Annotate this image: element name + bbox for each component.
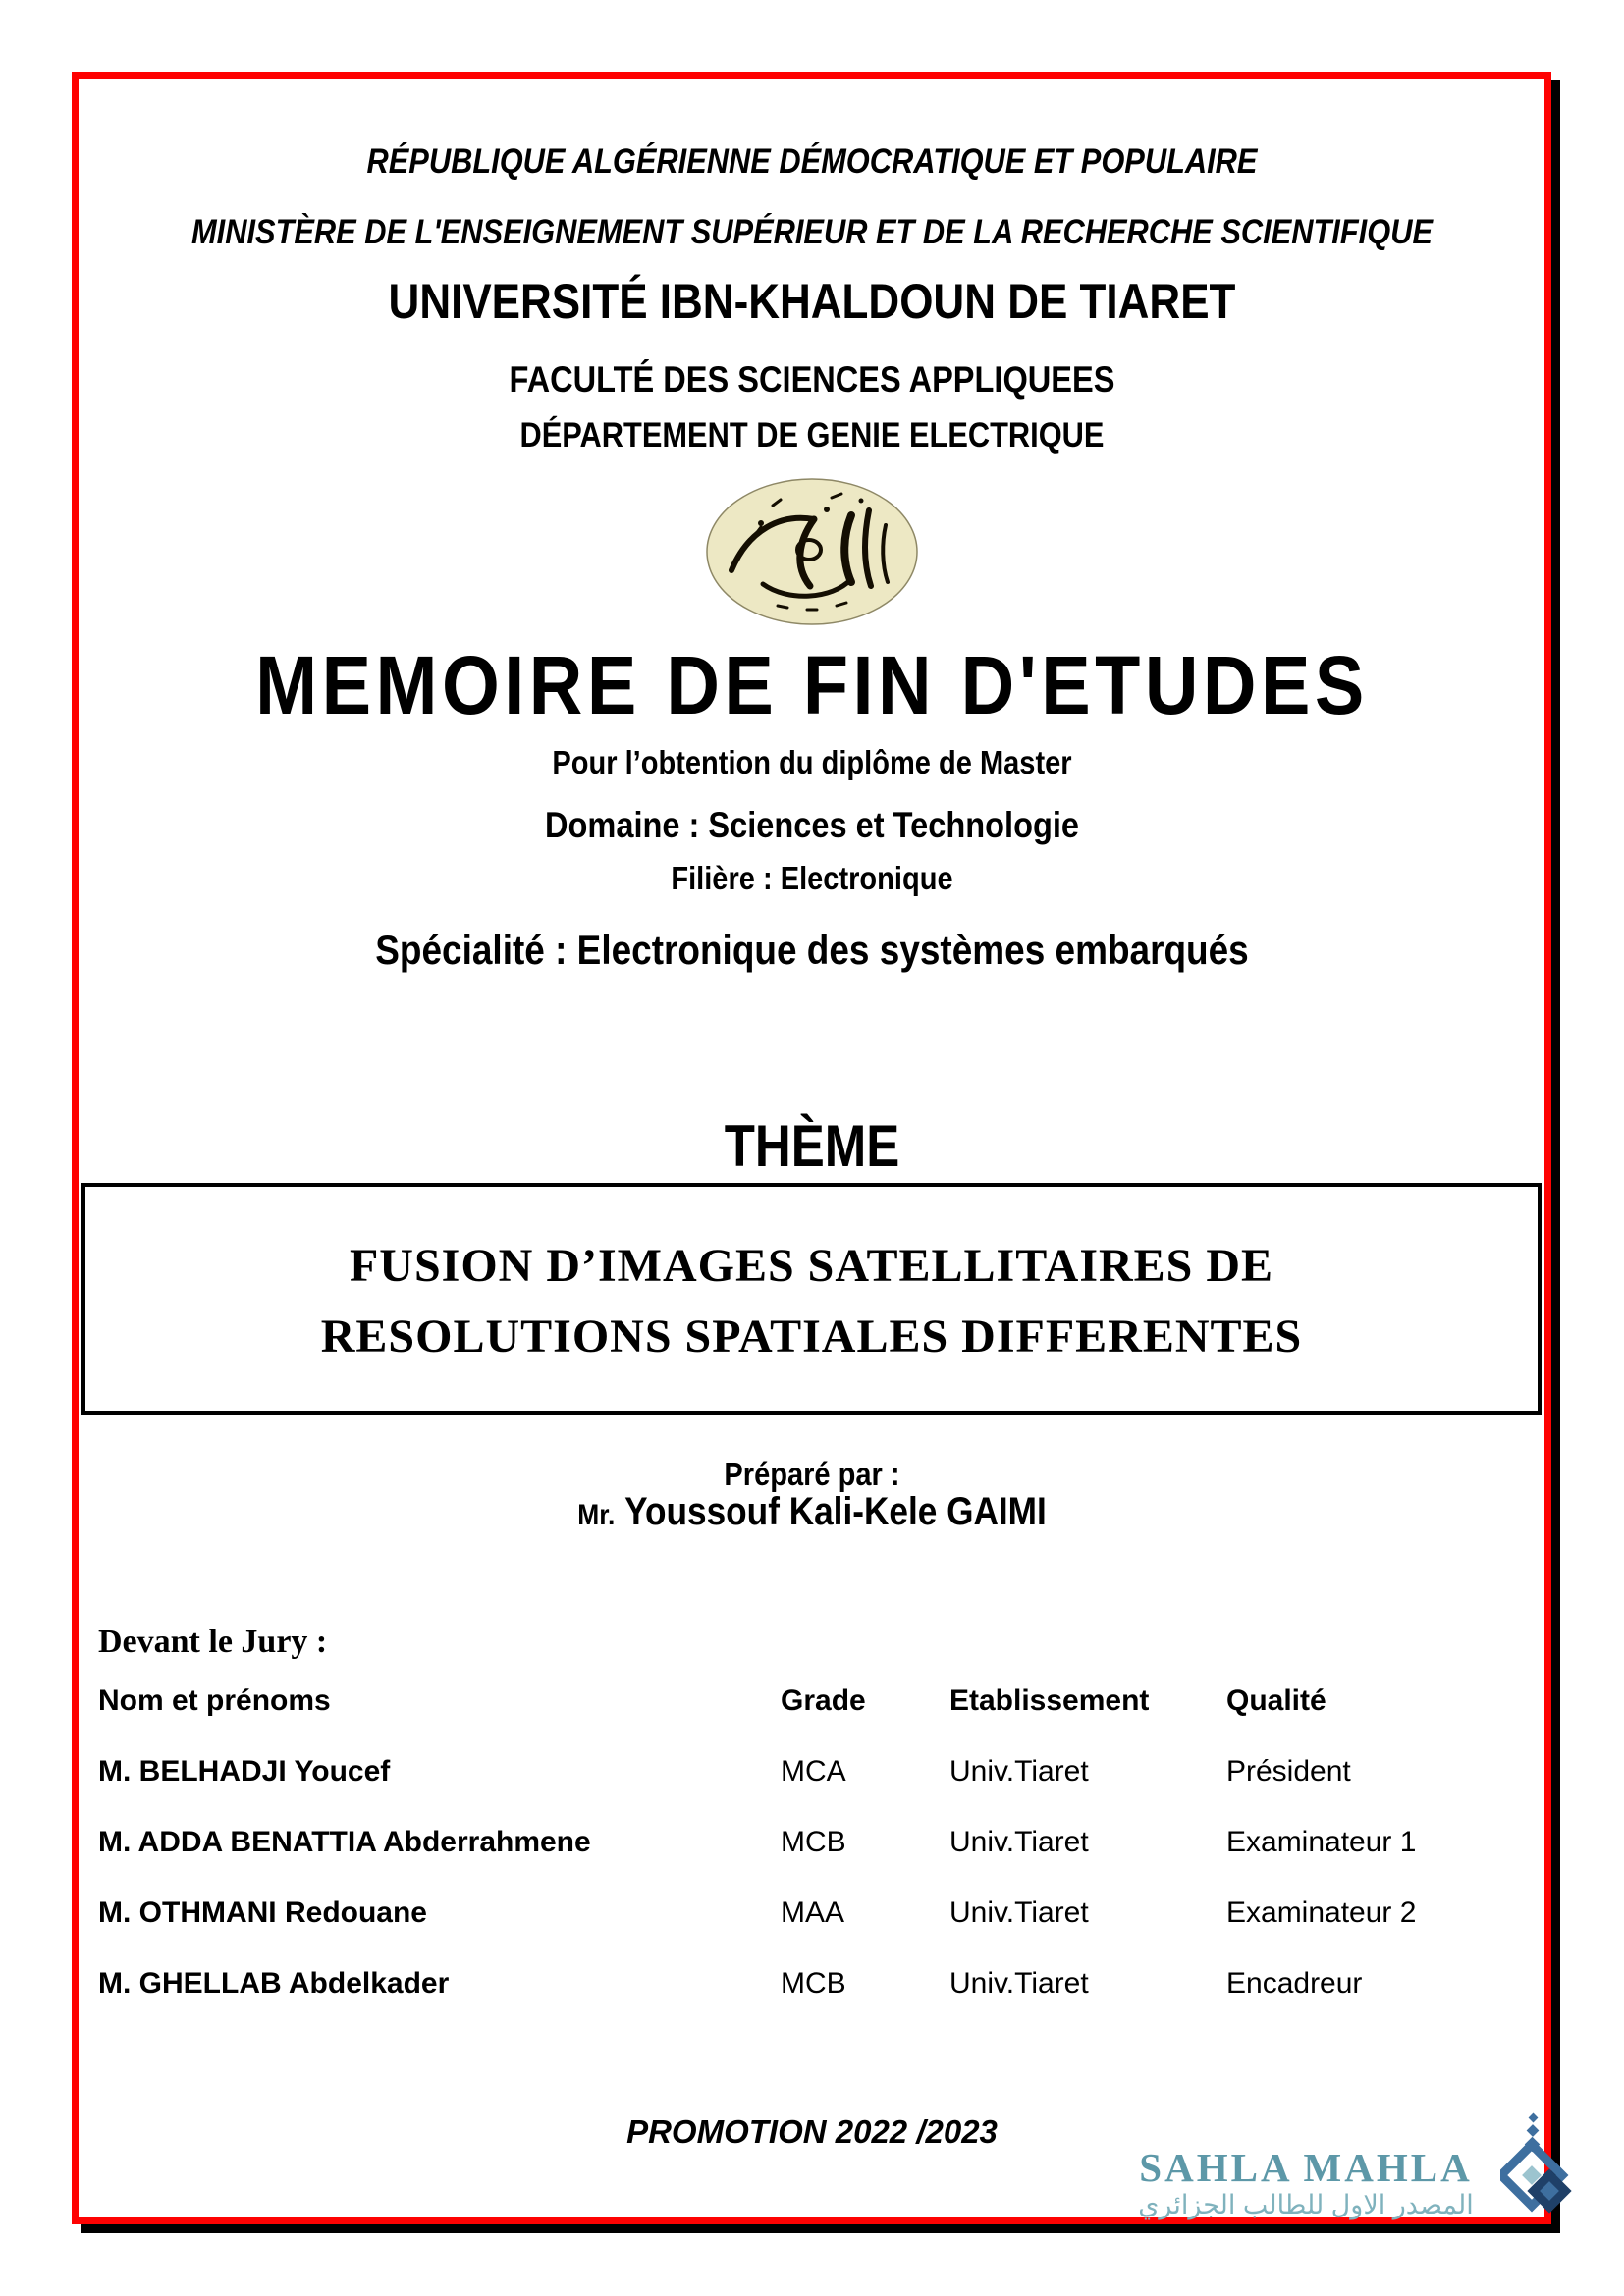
main-title: MEMOIRE DE FIN D'ETUDES [255, 639, 1369, 731]
department-name: DÉPARTEMENT DE GENIE ELECTRIQUE [519, 416, 1105, 454]
jury-row [98, 1736, 1492, 1807]
jury-row [98, 1878, 1492, 1949]
jury-member-role: Encadreur [1226, 1967, 1363, 2000]
university-name: UNIVERSITÉ IBN-KHALDOUN DE TIARET [388, 274, 1236, 329]
jury-member-name: M. GHELLAB Abdelkader [98, 1967, 450, 2000]
field-line: Filière : Electronique [671, 860, 953, 896]
jury-member-institution: Univ.Tiaret [949, 1755, 1089, 1788]
promotion-line: PROMOTION 2022 /2023 [626, 2113, 998, 2150]
jury-member-name: M. BELHADJI Youcef [98, 1755, 391, 1788]
jury-member-role: Examinateur 2 [1226, 1896, 1417, 1929]
jury-col-institution: Etablissement [949, 1684, 1150, 1717]
theme-title-line2: RESOLUTIONS SPATIALES DIFFERENTES [320, 1310, 1303, 1362]
jury-col-grade: Grade [781, 1684, 866, 1717]
jury-col-name: Nom et prénoms [98, 1684, 331, 1717]
republic-line: RÉPUBLIQUE ALGÉRIENNE DÉMOCRATIQUE ET POPULAIRE [366, 142, 1258, 181]
jury-col-role: Qualité [1226, 1684, 1326, 1717]
theme-label: THÈME [724, 1113, 900, 1179]
domain-line: Domaine : Sciences et Technologie [544, 805, 1080, 845]
jury-header-row [98, 1666, 1492, 1736]
subtitle-master: Pour l’obtention du diplôme de Master [552, 744, 1072, 780]
watermark-name: SAHLA MAHLA [1139, 2145, 1473, 2190]
prepared-by-name [97, 1488, 1527, 1539]
theme-title-line1: FUSION D’IMAGES SATELLITAIRES DE [349, 1240, 1274, 1292]
jury-member-grade: MAA [781, 1896, 845, 1929]
ministry-line: MINISTÈRE DE L'ENSEIGNEMENT SUPÉRIEUR ET DE LA RECHERCHE SCIENTIFIQUE [191, 213, 1433, 251]
jury-member-role: Examinateur 1 [1226, 1826, 1417, 1858]
jury-section-label: Devant le Jury : [98, 1624, 328, 1660]
prepared-by-label: Préparé par : [724, 1456, 900, 1492]
jury-table [98, 1666, 1492, 2019]
jury-row [98, 1949, 1492, 2019]
jury-member-grade: MCB [781, 1826, 846, 1858]
sahla-mahla-logo-icon [1500, 2112, 1579, 2230]
jury-member-role: Président [1226, 1755, 1351, 1788]
jury-member-grade: MCB [781, 1967, 846, 2000]
jury-member-institution: Univ.Tiaret [949, 1826, 1089, 1858]
jury-row [98, 1807, 1492, 1878]
specialty-line: Spécialité : Electronique des systèmes embarqués [375, 927, 1249, 973]
jury-member-grade: MCA [781, 1755, 846, 1788]
faculty-name: FACULTÉ DES SCIENCES APPLIQUEES [509, 359, 1115, 400]
jury-member-institution: Univ.Tiaret [949, 1967, 1089, 2000]
author-honorific: Mr. [577, 1499, 616, 1531]
jury-member-institution: Univ.Tiaret [949, 1896, 1089, 1929]
university-logo [704, 476, 920, 628]
jury-member-name: M. ADDA BENATTIA Abderrahmene [98, 1826, 591, 1858]
watermark-tagline: المصدر الاول للطالب الجزائري [1138, 2190, 1474, 2219]
theme-title-box [81, 1183, 1542, 1415]
jury-member-name: M. OTHMANI Redouane [98, 1896, 427, 1929]
watermark-sahla-mahla [1124, 2146, 1488, 2220]
author-name: Youssouf Kali-Kele GAIMI [624, 1490, 1047, 1533]
